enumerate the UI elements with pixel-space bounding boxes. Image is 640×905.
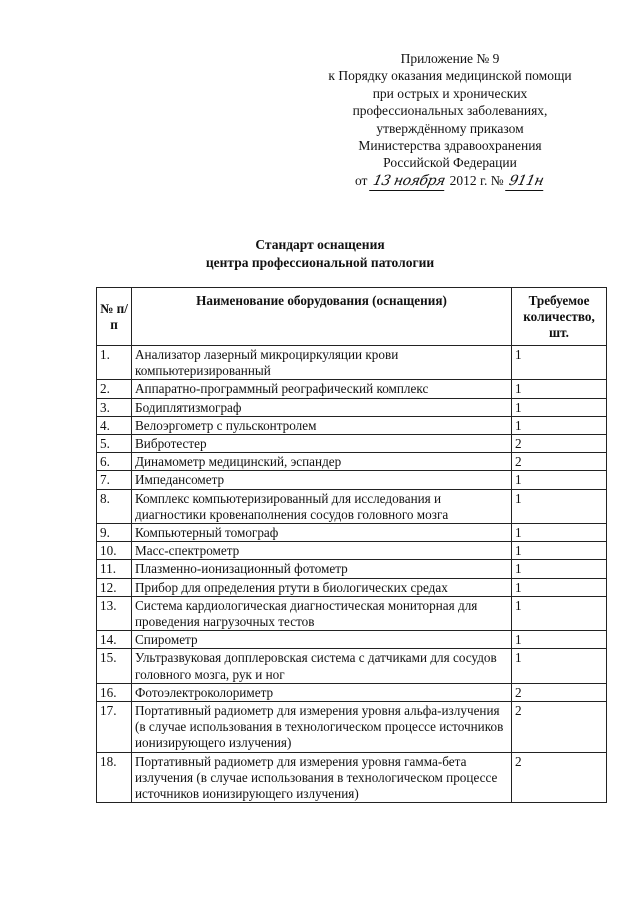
handwritten-date: 13 ноября [369,173,448,191]
required-quantity: 1 [512,471,607,489]
table-row [97,578,607,596]
appendix-number: Приложение № 9 [400,51,500,66]
row-number: 6. [97,453,132,471]
title-line-1: Стандарт оснащения [255,237,385,252]
table-row [97,596,607,630]
required-quantity: 1 [512,416,607,434]
row-number: 14. [97,631,132,649]
document-title [0,236,640,272]
title-line-2: центра профессиональной патологии [205,255,435,270]
required-quantity: 1 [512,649,607,683]
equipment-name: Бодиплятизмограф [132,398,512,416]
table-header-row [97,288,607,346]
order-date-line [300,172,600,191]
row-number: 12. [97,578,132,596]
row-number: 10. [97,542,132,560]
table-row [97,346,607,380]
equipment-name: Вибротестер [132,435,512,453]
row-number: 18. [97,752,132,803]
equipment-name: Импедансометр [132,471,512,489]
required-quantity: 1 [512,631,607,649]
equipment-name: Анализатор лазерный микроциркуляции крови компьютеризированный [132,346,512,380]
equipment-name: Компьютерный томограф [132,524,512,542]
required-quantity: 1 [512,524,607,542]
equipment-name: Спирометр [132,631,512,649]
table-row [97,542,607,560]
row-number: 8. [97,489,132,523]
required-quantity: 2 [512,435,607,453]
equipment-name: Плазменно-ионизационный фотометр [132,560,512,578]
row-number: 9. [97,524,132,542]
row-number: 3. [97,398,132,416]
row-number: 17. [97,702,132,753]
equipment-table [96,287,607,803]
table-row [97,453,607,471]
header-line: профессиональных заболеваниях, [352,103,548,119]
header-line: утверждённому приказом [376,120,524,136]
row-number: 15. [97,649,132,683]
required-quantity: 1 [512,578,607,596]
row-number: 11. [97,560,132,578]
table-row [97,471,607,489]
row-number: 7. [97,471,132,489]
row-number: 1. [97,346,132,380]
row-number: 13. [97,596,132,630]
header-line: к Порядку оказания медицинской помощи [328,68,572,84]
table-row [97,702,607,753]
required-quantity: 1 [512,346,607,380]
table-row [97,416,607,434]
table-row [97,398,607,416]
row-number: 4. [97,416,132,434]
table-row [97,524,607,542]
equipment-name: Динамометр медицинский, эспандер [132,453,512,471]
column-header-number: № п/п [97,288,132,346]
required-quantity: 1 [512,489,607,523]
equipment-name: Система кардиологическая диагностическая мониторная для проведения нагрузочных тестов [132,596,512,630]
equipment-name: Прибор для определения ртути в биологических средах [132,578,512,596]
equipment-name: Ультразвуковая допплеровская система с датчиками для сосудов головного мозга, рук и ног [132,649,512,683]
handwritten-order-number: 911н [505,173,547,191]
equipment-name: Портативный радиометр для измерения уровня альфа-излучения (в случае использования в технологическом процессе источников ионизирующего излучения) [132,702,512,753]
required-quantity: 1 [512,380,607,398]
required-quantity: 2 [512,702,607,753]
equipment-name: Масс-спектрометр [132,542,512,560]
equipment-name: Фотоэлектроколориметр [132,683,512,701]
table-row [97,560,607,578]
table-row [97,631,607,649]
header-line: Российской Федерации [383,155,517,171]
equipment-name: Портативный радиометр для измерения уровня гамма-бета излучения (в случае использования в технологическом процессе источников ионизирующего излучения) [132,752,512,803]
table-row [97,380,607,398]
table-row [97,649,607,683]
date-year: 2012 г. № [449,172,504,188]
table-row [97,752,607,803]
table-row [97,489,607,523]
equipment-name: Аппаратно-программный реографический комплекс [132,380,512,398]
appendix-header [300,50,600,191]
table-row [97,435,607,453]
required-quantity: 1 [512,596,607,630]
row-number: 2. [97,380,132,398]
header-line: Министерства здравоохранения [358,138,542,154]
date-prefix: от [354,172,368,188]
required-quantity: 2 [512,752,607,803]
row-number: 5. [97,435,132,453]
required-quantity: 1 [512,398,607,416]
table-row [97,683,607,701]
required-quantity: 2 [512,453,607,471]
equipment-name: Комплекс компьютеризированный для исследования и диагностики кровенаполнения сосудов головного мозга [132,489,512,523]
column-header-quantity: Требуемое количество, шт. [512,288,607,346]
column-header-name: Наименование оборудования (оснащения) [132,288,512,346]
header-line: при острых и хронических [372,85,528,101]
equipment-name: Велоэргометр с пульсконтролем [132,416,512,434]
required-quantity: 1 [512,542,607,560]
row-number: 16. [97,683,132,701]
required-quantity: 2 [512,683,607,701]
required-quantity: 1 [512,560,607,578]
